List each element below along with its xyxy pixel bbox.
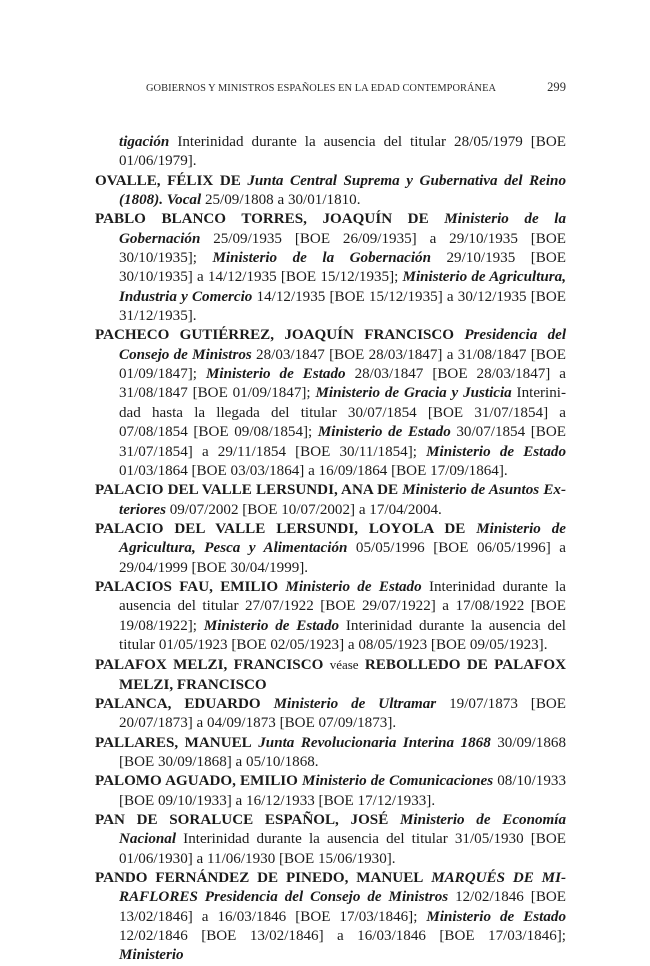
entry-text: Interinidad durante la ausencia del titular 31/05/1930 [BOE 01/06/1930] a 11/06/1930 [BOE 15/06/1930]. (119, 831, 566, 867)
entry-institution: Ministerio de Estado (203, 617, 340, 634)
entry-institution: Ministerio (119, 947, 184, 964)
entry-text (388, 812, 400, 828)
entry-text: 01/03/1864 [BOE 03/03/1864] a 16/09/1864 [BOE 17/09/1864]. (119, 462, 508, 479)
entry-institution: Ministerio de Estado (426, 443, 567, 460)
entry-headword: PALANCA, EDUARDO (95, 695, 261, 712)
entry-text: Interinidad durante la ausencia del titular 28/05/1979 [BOE 01/06/1979]. (119, 134, 566, 170)
entry-text: 08/10/1933 [BOE 09/10/1933] a 16/12/1933 [BOE 17/12/1933]. (119, 773, 566, 809)
running-title: GOBIERNOS Y MINISTROS ESPAÑOLES EN LA EDAD CONTEMPORÁNEA (146, 83, 497, 94)
entry-text: Interinidad hasta la llegada del titular 30/07/1854 [BOE 31/07/1854] a 07/08/1854 [BOE 09/08/1854]; (119, 385, 567, 441)
entry-headword: OVALLE, FÉLIX DE (95, 172, 241, 189)
entry-text: 05/05/1996 [BOE 06/05/1996] a 29/04/1999 [BOE 30/04/1999]. (119, 540, 566, 576)
entry-institution: Ministerio de Agricultura, Pesca y Alimentación (119, 520, 567, 557)
entry-headword: PACHECO GUTIÉRREZ, JOAQUÍN FRANCISCO (95, 327, 454, 344)
entry-institution: Ministerio de Estado (205, 366, 346, 383)
entry-institution: Ministerio de Economía Nacional (119, 812, 566, 848)
dictionary-entry (95, 481, 566, 520)
entry-text: 12/02/1846 [BOE 13/02/1846] a 16/03/1846 [BOE 17/03/1846]; (119, 889, 567, 925)
dictionary-entry (95, 520, 566, 578)
dictionary-entry (95, 772, 566, 811)
entry-text: 28/03/1847 [BOE 28/03/1847] a 31/08/1847 [BOE 01/09/1847]; (119, 346, 566, 383)
entry-text: Interinidad durante la ausencia del titular 01/05/1923 [BOE 02/05/1923] a 08/05/1923 [BOE 09/05/1923]. (119, 617, 566, 653)
entry-text: 28/03/1847 [BOE 28/03/1847] a 31/08/1847 [BOE 01/09/1847]; (119, 366, 567, 402)
entry-text (261, 696, 274, 712)
dictionary-entry (95, 133, 566, 172)
entry-text (454, 327, 464, 343)
entry-institution: Ministerio de Asuntos Exteriores (119, 482, 566, 518)
entry-text: 30/07/1854 [BOE 31/07/1854] a 29/11/1854 [BOE 30/11/1854]; (119, 424, 566, 460)
entry-headword: PABLO BLANCO TORRES, JOAQUÍN DE (95, 211, 429, 228)
entry-institution: Ministerio de Ultramar (273, 695, 437, 712)
entry-headword: PALACIOS FAU, EMILIO (95, 578, 279, 595)
entry-institution: Ministerio de Agricultura, Industria y Comercio (119, 269, 566, 305)
dictionary-entry (95, 326, 566, 481)
running-header (146, 80, 566, 95)
entry-institution: Presidencia del Consejo de Ministros (119, 327, 567, 363)
entry-text: 12/02/1846 [BOE 13/02/1846] a 16/03/1846 [BOE 17/03/1846]; (119, 928, 566, 945)
entry-institution: tigación (119, 134, 170, 150)
dictionary-entry (95, 811, 566, 869)
entry-headword: PALACIO DEL VALLE LERSUNDI, ANA DE (95, 482, 399, 499)
dictionary-entry (95, 695, 566, 734)
entry-headword: PANDO FERNÁNDEZ DE PINEDO, MANUEL (95, 870, 424, 887)
dictionary-entry (95, 734, 566, 773)
dictionary-entry (95, 578, 566, 655)
entry-institution: Ministerio de Estado (285, 578, 422, 595)
entry-institution: Ministerio de la Gobernación (119, 211, 566, 247)
entry-institution: Ministerio de la Gobernación (212, 250, 431, 267)
page-number: 299 (547, 80, 566, 94)
entry-crossref-label: véase (329, 657, 359, 673)
entry-text: Interinidad durante la ausencia del titular 27/07/1922 [BOE 29/07/1922] a 17/08/1922 [BOE 19/08/1922]; (119, 578, 566, 634)
entry-text: 14/12/1935 [BOE 15/12/1935] a 30/12/1935 [BOE 31/12/1935]. (119, 288, 566, 325)
entry-text (465, 521, 476, 537)
entry-text: 19/07/1873 [BOE 20/07/1873] a 04/09/1873 [BOE 07/09/1873]. (119, 695, 567, 732)
entry-headword: REBOLLEDO DE PALAFOX MELZI, FRANCISCO (119, 657, 566, 693)
entry-institution: Ministerio de Comunicaciones (302, 773, 494, 790)
entry-text (423, 870, 431, 886)
entry-institution: Junta Revolucionaria Interina 1868 (258, 734, 491, 751)
entry-headword: PALOMO AGUADO, EMILIO (95, 773, 298, 790)
entry-institution: Ministerio de Estado (426, 908, 566, 925)
entry-text: 29/10/1935 [BOE 30/10/1935] a 14/12/1935 [BOE 15/12/1935]; (119, 250, 566, 286)
entry-text: 25/09/1935 [BOE 26/09/1935] a 29/10/1935 [BOE 30/10/1935]; (119, 230, 566, 267)
entry-headword: PALAFOX MELZI, FRANCISCO (95, 657, 324, 674)
entry-institution: Ministerio de Estado (317, 424, 451, 441)
entry-text: 30/09/1868 [BOE 30/09/1868] a 05/10/1868. (119, 734, 566, 770)
entry-headword: PALLARES, MANUEL (95, 734, 252, 751)
dictionary-entry (95, 210, 566, 326)
dictionary-entry (95, 172, 566, 211)
entry-list (95, 133, 566, 966)
entry-institution: Ministerio de Gracia y Justicia (315, 385, 512, 402)
entry-headword: PAN DE SORALUCE ESPAÑOL, JOSÉ (95, 812, 389, 829)
dictionary-entry (95, 869, 566, 966)
entry-institution: Junta Central Suprema y Gubernativa del Reino (1808). Vocal (119, 172, 566, 209)
entry-text: 09/07/2002 [BOE 10/07/2002] a 17/04/2004. (165, 501, 442, 518)
entry-text: 25/09/1808 a 30/01/1810. (201, 192, 361, 209)
dictionary-entry (95, 655, 566, 695)
entry-institution: MARQUÉS DE MIRAFLORES Presidencia del Consejo de Ministros (119, 870, 566, 906)
entry-headword: PALACIO DEL VALLE LERSUNDI, LOYOLA DE (95, 520, 466, 537)
entry-text (429, 211, 445, 227)
